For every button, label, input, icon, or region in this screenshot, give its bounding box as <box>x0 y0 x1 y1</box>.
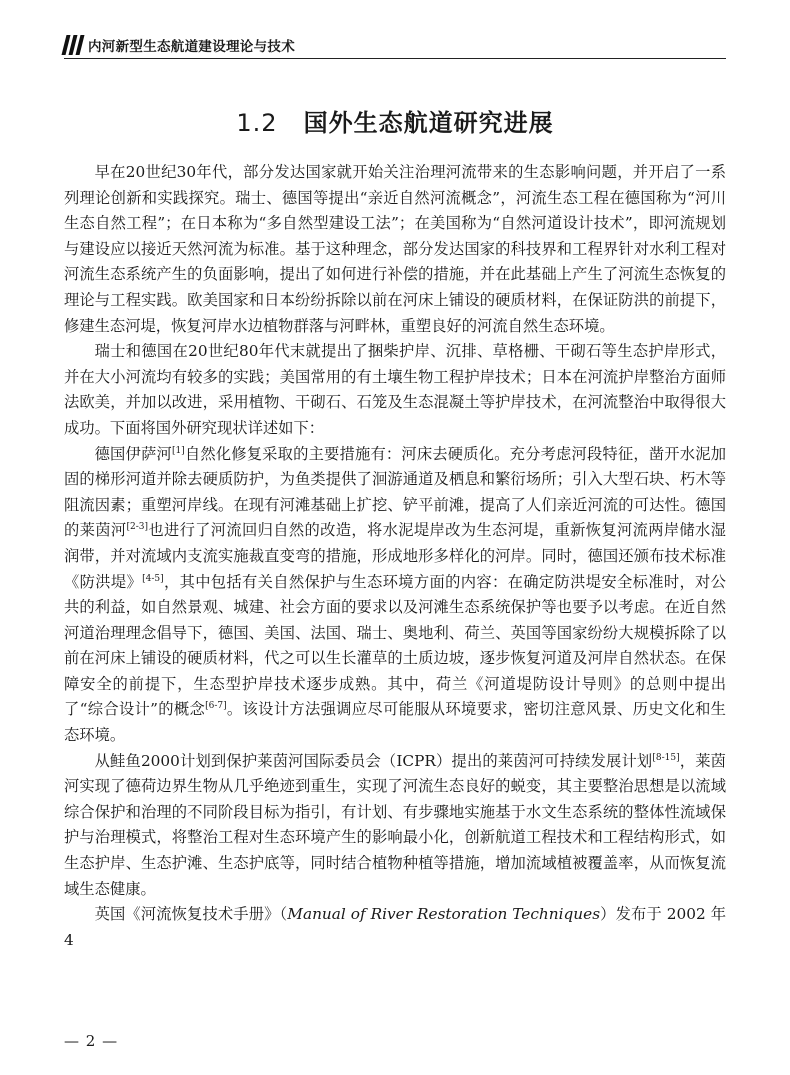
header-bars-icon <box>64 35 82 55</box>
section-number: 1.2 <box>236 109 278 137</box>
paragraph-3-text-a: 德国伊萨河 <box>94 444 172 463</box>
body-text <box>64 160 726 953</box>
citation: [1] <box>171 445 185 456</box>
paragraph-1: 早在20世纪30年代，部分发达国家就开始关注治理河流带来的生态影响问题，并开启了一系列理论创新和实践探究。瑞士、德国等提出“亲近自然河流概念”，河流生态工程在德国称为“河川生态自然工程”；在日本称为“多自然型建设工法”；在美国称为“自然河道设计技术”，即河流规划与建设应以接近天然河流为标准。基于这种理念，部分发达国家的科技界和工程界针对水利工程对河流生态系统产生的负面影响，提出了如何进行补偿的措施，并在此基础上产生了河流生态恢复的理论与工程实践。欧美国家和日本纷纷拆除以前在河床上铺设的硬质材料，在保证防洪的前提下，修建生态河堤，恢复河岸水边植物群落与河畔林，重塑良好的河流自然生态环境。 <box>64 163 726 335</box>
section-heading <box>64 103 726 138</box>
paragraph-4 <box>64 749 726 903</box>
citation: [4-5] <box>142 573 164 584</box>
citation: [6-7] <box>205 701 227 712</box>
paragraph-3-text-d: ，其中包括有关自然保护与生态环境方面的内容：在确定防洪堤安全标准时，对公共的利益，如自然景观、城建、社会方面的要求以及河滩生态系统保护等也要予以考虑。在近自然河道治理理念倡导下，德国、美国、法国、瑞士、奥地利、荷兰、英国等国家纷纷大规模拆除了以前在河床上铺设的硬质材料，代之可以生长灌草的土质边坡，逐步恢复河道及河岸自然状态。在保障安全的前提下，生态型护岸技术逐步成熟。其中，荷兰《河道堤防设计导则》的总则中提出了“综合设计”的概念 <box>64 572 726 719</box>
citation: [8-15] <box>652 752 680 763</box>
header-title: 内河新型生态航道建设理论与技术 <box>88 39 295 55</box>
page-number: — 2 — <box>64 1032 119 1050</box>
paragraph-4-text-a: 从鲑鱼2000计划到保护莱茵河国际委员会（ICPR）提出的莱茵河可持续发展计划 <box>94 751 653 770</box>
paragraph-3 <box>64 442 726 749</box>
book-title-english: Manual of River Restoration Techniques <box>287 905 601 924</box>
header-rule <box>64 58 726 59</box>
paragraph-3-text-c: 也进行了河流回归自然的改造，将水泥堤岸改为生态河堤，重新恢复河流两岸储水湿润带，并对流域内支流实施裁直变弯的措施，形成地形多样化的河岸。同时，德国还颁布技术标准《防洪堤》 <box>64 521 726 591</box>
paragraph-5-text-b: ）发布于 2002 年 4 <box>64 905 726 949</box>
citation: [2-3] <box>126 522 148 533</box>
paragraph-2: 瑞士和德国在20世纪80年代末就提出了捆柴护岸、沉排、草格栅、干砌石等生态护岸形式，并在大小河流均有较多的实践；美国常用的有土壤生物工程护岸技术；日本在河流护岸整治方面师法欧美，并加以改进，采用植物、干砌石、石笼及生态混凝土等护岸技术，在河流整治中取得很大成功。下面将国外研究现状详述如下： <box>64 342 726 437</box>
paragraph-3-text-e: 。该设计方法强调应尽可能服从环境要求，密切注意风景、历史文化和生态环境。 <box>64 700 726 745</box>
section-title: 国外生态航道研究进展 <box>303 109 554 137</box>
paragraph-5 <box>64 902 726 953</box>
paragraph-5-text-a: 英国《河流恢复技术手册》（ <box>94 905 288 924</box>
running-header <box>64 34 726 56</box>
paragraph-3-text-b: 自然化修复采取的主要措施有：河床去硬质化。充分考虑河段特征，凿开水泥加固的梯形河道并除去硬质防护，为鱼类提供了洄游通道及栖息和繁衍场所；引入大型石块、朽木等阻流因素；重塑河岸线。在现有河滩基础上扩挖、铲平前滩，提高了人们亲近河流的可达性。德国的莱茵河 <box>64 444 726 540</box>
paragraph-4-text-b: ，莱茵河实现了德荷边界生物从几乎绝迹到重生，实现了河流生态良好的蜕变，其主要整治思想是以流域综合保护和治理的不同阶段目标为指引，有计划、有步骤地实施基于水文生态系统的整体性流域保护与治理模式，将整治工程对生态环境产生的影响最小化，创新航道工程技术和工程结构形式，如生态护岸、生态护滩、生态护底等，同时结合植物种植等措施，增加流域植被覆盖率，从而恢复流域生态健康。 <box>64 751 726 898</box>
